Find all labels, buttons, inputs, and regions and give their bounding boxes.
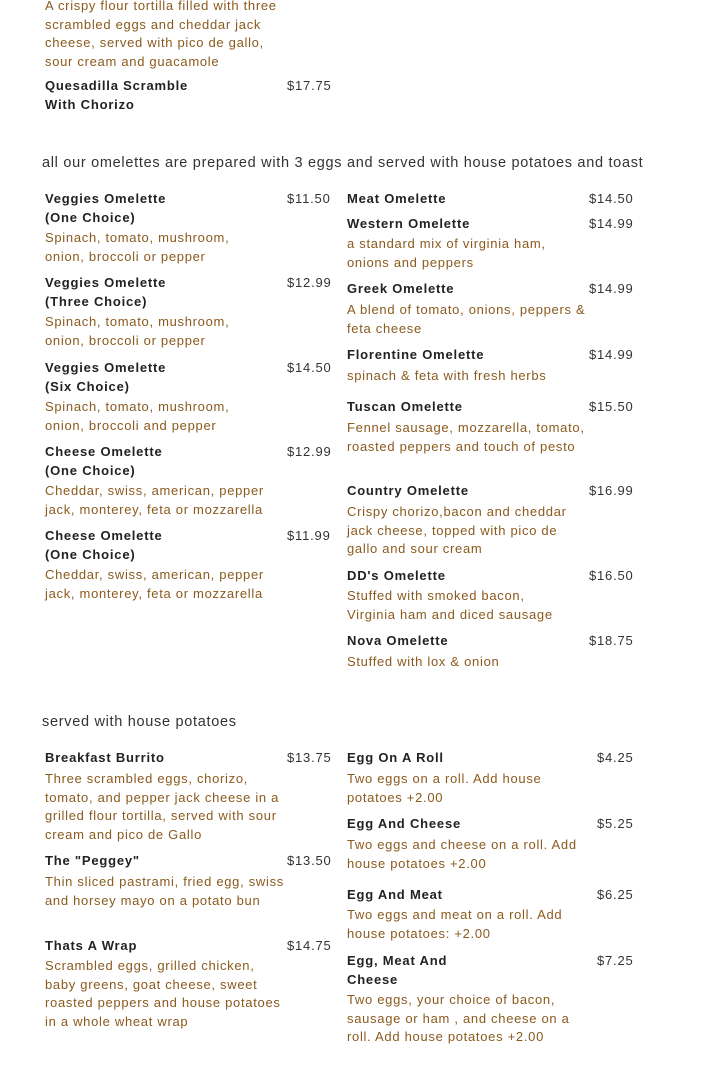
- menu-item-description: Three scrambled eggs, chorizo, tomato, and pepper jack cheese in a grilled flour tortilla, served with sour cream and pico de Gallo: [45, 771, 280, 842]
- menu-item-name: Veggies Omelette (Six Choice): [45, 360, 167, 394]
- menu-item-description: Stuffed with lox & onion: [347, 654, 500, 669]
- menu-item-price: $13.50: [287, 853, 332, 868]
- menu-item-name: Quesadilla Scramble With Chorizo: [45, 78, 189, 112]
- menu-item-name: Egg And Cheese: [347, 816, 462, 831]
- menu-item-price: $12.99: [287, 275, 332, 290]
- menu-item-description: Two eggs on a roll. Add house potatoes +2.00: [347, 771, 542, 805]
- section-note-omelettes: all our omelettes are prepared with 3 eggs and served with house potatoes and toast: [42, 155, 644, 171]
- menu-item-price: $14.50: [287, 360, 332, 375]
- menu-item-name: Veggies Omelette (Three Choice): [45, 275, 167, 309]
- menu-item-price: $5.25: [597, 816, 634, 831]
- menu-item-price: $14.99: [589, 216, 634, 231]
- menu-item-description: Cheddar, swiss, american, pepper jack, monterey, feta or mozzarella: [45, 483, 264, 517]
- menu-item-price: $17.75: [287, 78, 332, 93]
- menu-item-name: Egg On A Roll: [347, 750, 444, 765]
- menu-item-name: Egg, Meat And Cheese: [347, 953, 448, 987]
- menu-item-name: Western Omelette: [347, 216, 471, 231]
- menu-item-name: Breakfast Burrito: [45, 750, 165, 765]
- menu-item-description: A blend of tomato, onions, peppers & feta cheese: [347, 302, 586, 336]
- menu-item-name: Egg And Meat: [347, 887, 443, 902]
- menu-item-price: $6.25: [597, 887, 634, 902]
- menu-item-description: Scrambled eggs, grilled chicken, baby greens, goat cheese, sweet roasted peppers and house potatoes in a whole wheat wrap: [45, 958, 281, 1029]
- menu-item-description: Spinach, tomato, mushroom, onion, broccoli or pepper: [45, 314, 230, 348]
- menu-item-price: $14.75: [287, 938, 332, 953]
- menu-item-name: Country Omelette: [347, 483, 469, 498]
- menu-item-description: Fennel sausage, mozzarella, tomato, roasted peppers and touch of pesto: [347, 420, 585, 454]
- menu-item-price: $14.99: [589, 347, 634, 362]
- menu-item-description: a standard mix of virginia ham, onions and peppers: [347, 236, 546, 270]
- menu-item-description: Spinach, tomato, mushroom, onion, broccoli and pepper: [45, 399, 230, 433]
- menu-item-price: $11.99: [287, 528, 331, 543]
- menu-item-name: DD's Omelette: [347, 568, 446, 583]
- menu-item-description: Thin sliced pastrami, fried egg, swiss and horsey mayo on a potato bun: [45, 874, 285, 908]
- menu-item-description: Two eggs, your choice of bacon, sausage or ham , and cheese on a roll. Add house potatoes +2.00: [347, 992, 570, 1044]
- menu-item-description: spinach & feta with fresh herbs: [347, 368, 547, 383]
- menu-item-price: $14.99: [589, 281, 634, 296]
- menu-item-description: Spinach, tomato, mushroom, onion, broccoli or pepper: [45, 230, 230, 264]
- menu-item-price: $16.99: [589, 483, 634, 498]
- section-note-potatoes: served with house potatoes: [42, 714, 237, 730]
- menu-item-price: $18.75: [589, 633, 634, 648]
- menu-item-price: $15.50: [589, 399, 634, 414]
- menu-item-name: Florentine Omelette: [347, 347, 485, 362]
- menu-item-name: Greek Omelette: [347, 281, 455, 296]
- menu-item-price: $13.75: [287, 750, 332, 765]
- menu-item-name: Nova Omelette: [347, 633, 449, 648]
- menu-item-price: $4.25: [597, 750, 634, 765]
- menu-item-price: $12.99: [287, 444, 332, 459]
- menu-item-name: The "Peggey": [45, 853, 140, 868]
- menu-item-description: A crispy flour tortilla filled with three scrambled eggs and cheddar jack cheese, served with pico de gallo, sour cream and guacamole: [45, 0, 277, 69]
- menu-item-price: $14.50: [589, 191, 634, 206]
- menu-item-price: $7.25: [597, 953, 634, 968]
- menu-item-description: Stuffed with smoked bacon, Virginia ham and diced sausage: [347, 588, 553, 622]
- menu-item-description: Crispy chorizo,bacon and cheddar jack cheese, topped with pico de gallo and sour cream: [347, 504, 567, 556]
- menu-item-description: Two eggs and meat on a roll. Add house potatoes: +2.00: [347, 907, 563, 941]
- menu-item-name: Cheese Omelette (One Choice): [45, 528, 163, 562]
- menu-item-name: Thats A Wrap: [45, 938, 138, 953]
- menu-item-name: Veggies Omelette (One Choice): [45, 191, 167, 225]
- menu-item-name: Cheese Omelette (One Choice): [45, 444, 163, 478]
- menu-item-price: $16.50: [589, 568, 634, 583]
- menu-item-description: Cheddar, swiss, american, pepper jack, monterey, feta or mozzarella: [45, 567, 264, 601]
- menu-item-name: Tuscan Omelette: [347, 399, 463, 414]
- menu-item-description: Two eggs and cheese on a roll. Add house potatoes +2.00: [347, 837, 577, 871]
- menu-item-price: $11.50: [287, 191, 331, 206]
- menu-item-name: Meat Omelette: [347, 191, 447, 206]
